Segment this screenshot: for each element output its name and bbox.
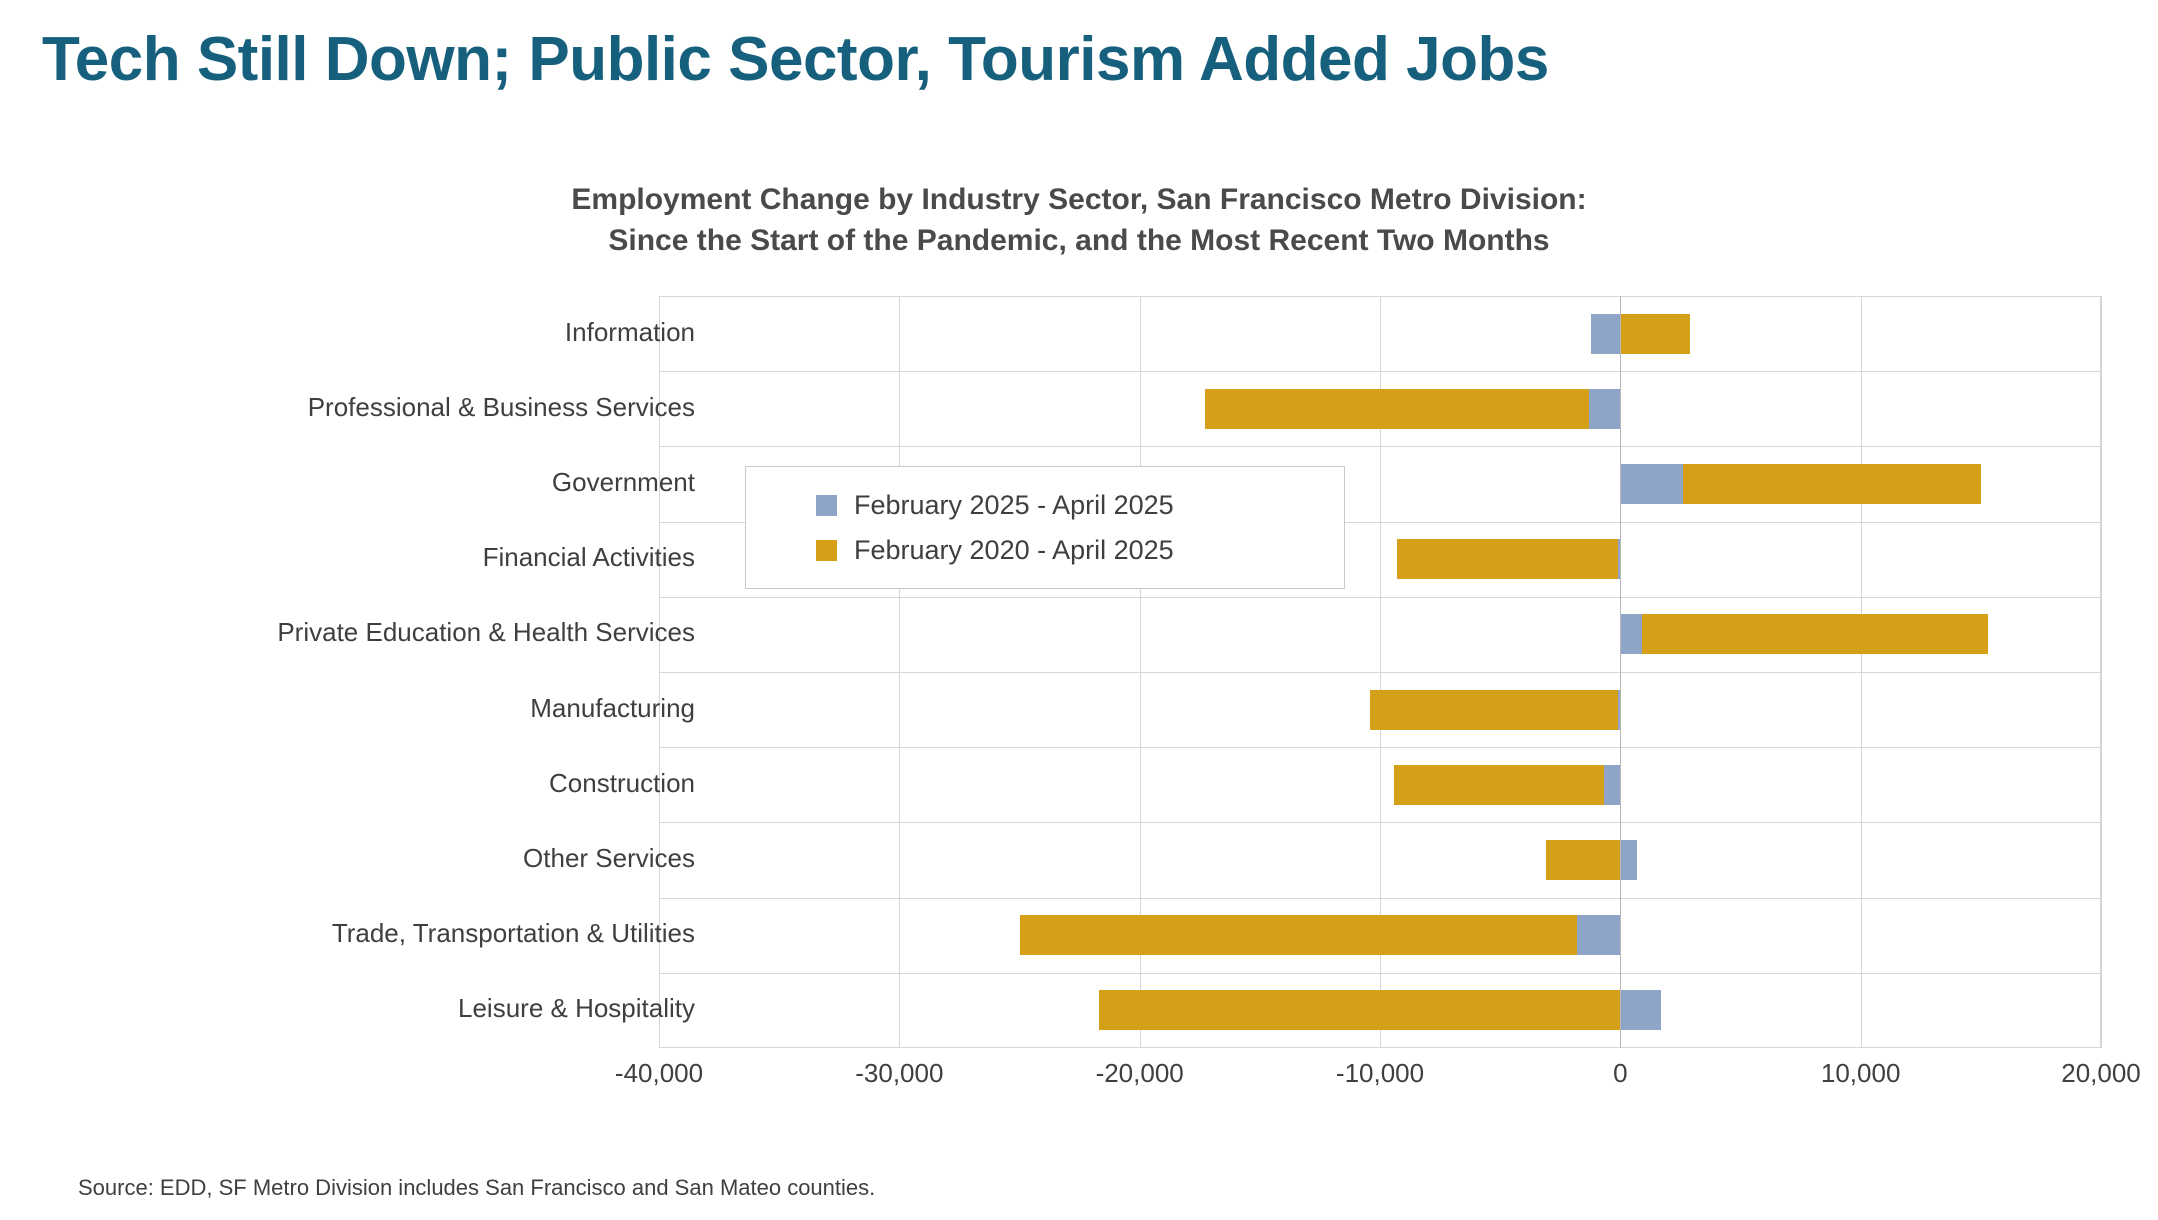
- legend-item-recent: [816, 490, 1344, 521]
- bar-segment-pandemic: [1099, 990, 1621, 1030]
- bar-segment-recent: [1591, 314, 1620, 354]
- bar-segment-recent: [1604, 765, 1621, 805]
- chart-title-line1: Employment Change by Industry Sector, San Francisco Metro Division:: [571, 183, 1587, 216]
- bar-row: [659, 597, 2101, 672]
- bar-segment-recent: [1589, 389, 1620, 429]
- chart-legend: [745, 466, 1345, 589]
- y-axis-category-label: Information: [564, 316, 695, 347]
- bar-segment-recent: [1620, 840, 1637, 880]
- legend-label-pandemic: February 2020 - April 2025: [854, 534, 1174, 565]
- bar-row: [659, 822, 2101, 897]
- legend-label-recent: February 2025 - April 2025: [854, 489, 1174, 520]
- y-axis-category-label: Financial Activities: [482, 542, 695, 573]
- y-axis-category-label: Private Education & Health Services: [277, 617, 695, 648]
- bar-segment-pandemic: [1620, 614, 1988, 654]
- x-axis-tick-label: 10,000: [1820, 1058, 1901, 1088]
- page-title: Tech Still Down; Public Sector, Tourism Added Jobs: [42, 25, 1549, 94]
- bar-segment-pandemic: [1205, 389, 1621, 429]
- source-note: Source: EDD, SF Metro Division includes San Francisco and San Mateo counties.: [78, 1175, 876, 1200]
- x-axis-tick-label: -20,000: [1095, 1058, 1184, 1088]
- bar-row: [659, 296, 2101, 371]
- y-axis-category-label: Other Services: [523, 843, 695, 873]
- x-gridline: [2101, 296, 2102, 1048]
- y-axis-category-label: Government: [551, 467, 695, 497]
- bar-segment-pandemic: [1370, 690, 1620, 730]
- chart-plot-area: [659, 296, 2101, 1048]
- bar-segment-pandemic: [1546, 840, 1621, 880]
- bar-segment-recent: [1577, 915, 1620, 955]
- y-axis-category-label: Trade, Transportation & Utilities: [331, 918, 695, 949]
- bar-segment-recent: [1620, 464, 1682, 504]
- chart-title: [0, 180, 2158, 261]
- y-axis-category-label: Professional & Business Services: [307, 391, 695, 422]
- y-axis-category-label: Leisure & Hospitality: [458, 993, 695, 1024]
- bar-row: [659, 973, 2101, 1048]
- bar-segment-recent: [1620, 990, 1661, 1030]
- bar-segment-pandemic: [1620, 314, 1690, 354]
- x-axis-tick-label: -30,000: [855, 1058, 944, 1088]
- y-axis-category-label: Construction: [549, 767, 695, 798]
- legend-swatch-pandemic: [816, 540, 837, 561]
- bar-segment-pandemic: [1397, 539, 1621, 579]
- bar-segment-pandemic: [1020, 915, 1621, 955]
- legend-swatch-recent: [816, 495, 837, 516]
- zero-axis-line: [1620, 296, 1621, 1048]
- bar-segment-recent: [1620, 614, 1642, 654]
- bar-segment-pandemic: [1394, 765, 1620, 805]
- x-axis-tick-label: -40,000: [614, 1058, 704, 1088]
- legend-item-pandemic: [816, 535, 1344, 566]
- x-axis-tick-label: 0: [1613, 1058, 1628, 1088]
- bar-row: [659, 371, 2101, 446]
- x-axis-tick-label: 20,000: [2061, 1058, 2141, 1088]
- bar-row: [659, 672, 2101, 747]
- bar-row: [659, 747, 2101, 822]
- y-axis-category-label: Manufacturing: [530, 692, 695, 723]
- x-axis-tick-label: -10,000: [1335, 1058, 1425, 1088]
- chart-title-line2: Since the Start of the Pandemic, and the Most Recent Two Months: [608, 223, 1550, 257]
- bar-row: [659, 898, 2101, 973]
